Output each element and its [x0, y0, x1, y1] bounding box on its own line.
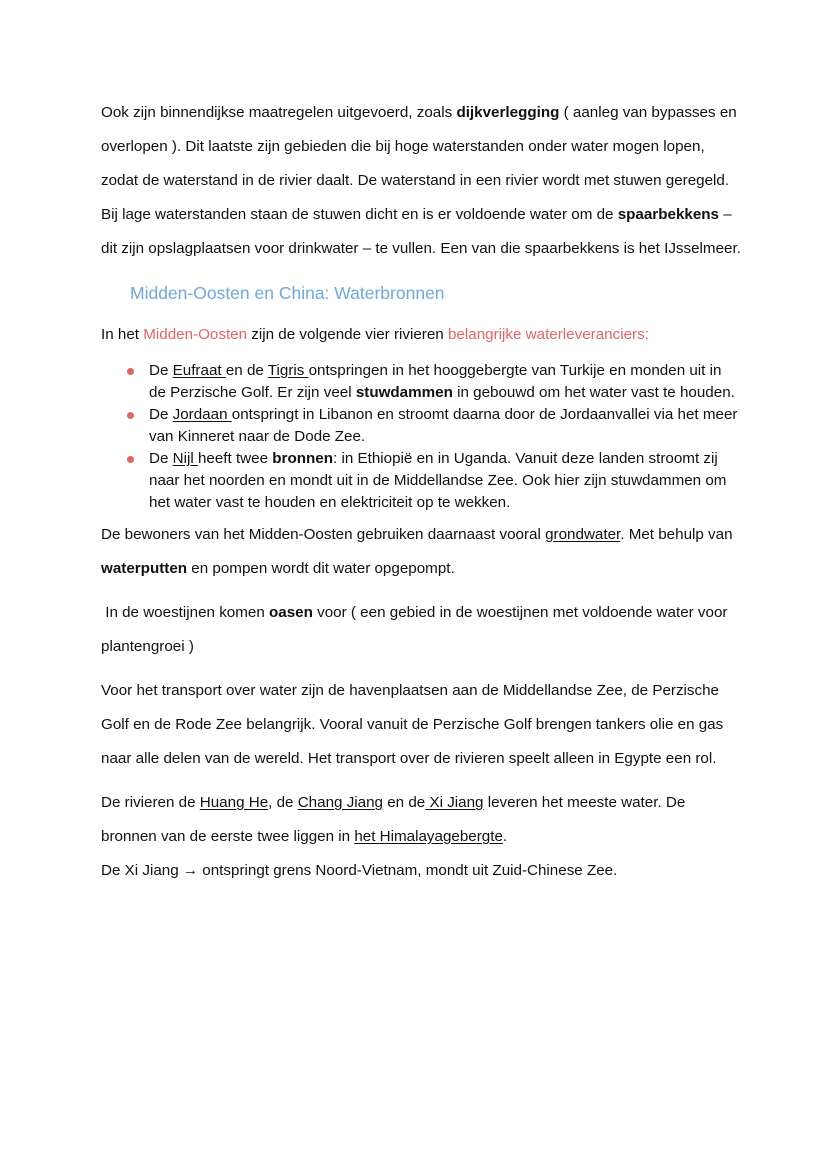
text-run: heeft twee — [197, 450, 273, 467]
paragraph-intro — [101, 318, 741, 352]
paragraph-grondwater — [101, 518, 741, 586]
text-run: en de — [225, 362, 268, 379]
underlined-term-chang-jiang: Chang Jiang — [297, 794, 384, 811]
text-run: In het — [101, 326, 144, 343]
text-run: , de — [268, 794, 298, 811]
underlined-term-jordaan: Jordaan — [172, 406, 232, 423]
text-run: – dit zijn opslagplaatsen voor drinkwater – te vullen. Een van die spaarbekkens is het IJsselmeer. — [101, 206, 741, 257]
bullet-dot-icon — [127, 456, 134, 463]
paragraph-transport: Voor het transport over water zijn de havenplaatsen aan de Middellandse Zee, de Perzische Golf en de Rode Zee belangrijk. Vooral vanuit de Perzische Golf brengen tankers olie en gas naar alle delen van de wereld. Het transport over de rivieren speelt alleen in Egypte een rol. — [101, 682, 724, 767]
underlined-term-nijl: Nijl — [172, 450, 198, 467]
text-run: ontspringen in het hooggebergte van Turkije en monden uit in de Perzische Golf. Er zijn veel — [149, 362, 722, 401]
section-heading: Midden-Oosten en China: Waterbronnen — [130, 283, 445, 303]
underlined-term-eufraat: Eufraat — [172, 362, 226, 379]
text-run: De — [149, 406, 173, 423]
text-run: zijn de volgende vier rivieren — [247, 326, 448, 343]
paragraph-oasen — [101, 596, 741, 664]
paragraph-dijkverlegging — [101, 96, 741, 266]
text-run: in gebouwd om het water vast te houden. — [452, 384, 735, 401]
underlined-term-grondwater: grondwater — [545, 526, 621, 543]
underlined-term-himalayagebergte: het Himalayagebergte — [354, 828, 503, 845]
text-run: De — [149, 450, 173, 467]
text-run: : in Ethiopië en in Uganda. Vanuit deze landen stroomt zij naar het noorden en mondt uit in de Middellandse Zee. Ook hier zijn stuwdammen om het water vast te houden en elektriciteit op te wekken. — [149, 450, 727, 511]
text-run: . — [502, 828, 508, 845]
bold-term-stuwdammen: stuwdammen — [355, 384, 453, 401]
text-run: Ook zijn binnendijkse maatregelen uitgevoerd, zoals — [101, 104, 457, 121]
bold-term-dijkverlegging: dijkverlegging — [456, 104, 560, 121]
text-run: en pompen wordt dit water opgepompt. — [187, 560, 455, 577]
paragraph-china-rivers — [101, 786, 741, 854]
underlined-term-xi-jiang: Xi Jiang — [425, 794, 484, 811]
text-run: De — [149, 362, 173, 379]
paragraph-xi-jiang: De Xi Jiang → ontspringt grens Noord-Vietnam, mondt uit Zuid-Chinese Zee. — [101, 862, 618, 879]
list-item-eufraat-tigris — [101, 360, 741, 404]
bold-term-oasen: oasen — [269, 604, 313, 621]
bold-term-waterputten: waterputten — [101, 560, 188, 577]
text-run: De bewoners van het Midden-Oosten gebruiken daarnaast vooral — [101, 526, 546, 543]
text-run: De rivieren de — [101, 794, 200, 811]
text-run: In de woestijnen komen — [101, 604, 270, 621]
document-body — [101, 96, 741, 888]
text-run: ontspringt in Libanon en stroomt daarna door de Jordaanvallei via het meer van Kinneret naar de Dode Zee. — [149, 406, 738, 445]
text-run: . Met behulp van — [620, 526, 733, 543]
bold-term-spaarbekkens: spaarbekkens — [617, 206, 720, 223]
rivers-list — [101, 360, 741, 514]
text-run: en de — [383, 794, 426, 811]
text-run: leveren het meeste water. De bronnen van de eerste twee liggen in — [101, 794, 686, 845]
highlight-midden-oosten: Midden-Oosten — [143, 326, 248, 343]
list-item-jordaan — [101, 404, 741, 448]
bold-term-bronnen: bronnen — [272, 450, 334, 467]
bullet-dot-icon — [127, 412, 134, 419]
text-run: voor ( een gebied in de woestijnen met voldoende water voor plantengroei ) — [101, 604, 728, 655]
underlined-term-tigris: Tigris — [267, 362, 309, 379]
underlined-term-huang-he: Huang He — [199, 794, 269, 811]
highlight-waterleveranciers: belangrijke waterleveranciers: — [447, 326, 649, 343]
text-run: ( aanleg van bypasses en overlopen ). Dit laatste zijn gebieden die bij hoge waterstanden onder water mogen lopen, zodat de waterstand in de rivier daalt. De waterstand in een rivier wordt met stuwen geregeld. Bij lage waterstanden staan de stuwen dicht en is er voldoende water om de — [101, 104, 737, 223]
bullet-dot-icon — [127, 368, 134, 375]
list-item-nijl — [101, 448, 741, 514]
